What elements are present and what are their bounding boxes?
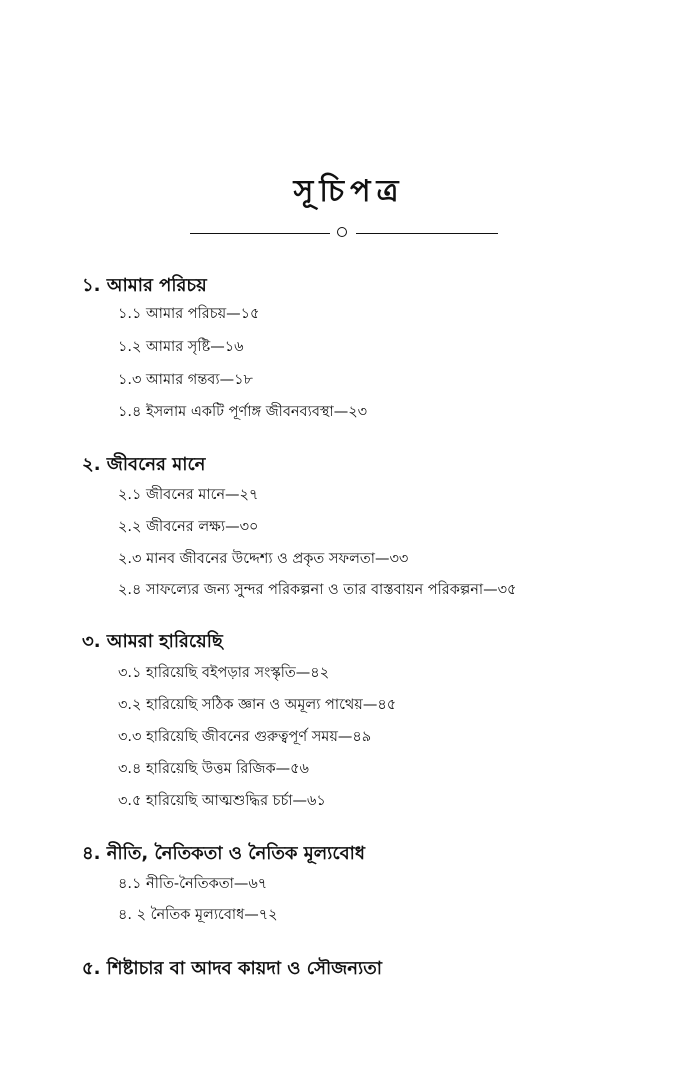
toc-entry-2-2: ২.২ জীবনের লক্ষ্য—৩০ xyxy=(118,519,259,535)
chapter-heading-3: ৩. আমরা হারিয়েছি xyxy=(82,631,223,652)
toc-entry-2-4: ২.৪ সাফল্যের জন্য সুন্দর পরিকল্পনা ও তার বাস্তবায়ন পরিকল্পনা—৩৫ xyxy=(118,582,517,598)
divider-line-left xyxy=(190,233,330,234)
toc-entry-1-1: ১.১ আমার পরিচয়—১৫ xyxy=(118,306,260,322)
toc-entry-4-1: ৪.১ নীতি-নৈতিকতা—৬৭ xyxy=(118,876,268,892)
toc-entry-3-2: ৩.২ হারিয়েছি সঠিক জ্ঞান ও অমূল্য পাথেয়—৪৫ xyxy=(118,697,397,713)
toc-entry-1-4: ১.৪ ইসলাম একটি পূর্ণাঙ্গ জীবনব্যবস্থা—২৩ xyxy=(118,404,368,420)
toc-entry-3-5: ৩.৫ হারিয়েছি আত্মশুদ্ধির চর্চা—৬১ xyxy=(118,793,326,809)
toc-entry-1-2: ১.২ আমার সৃষ্টি—১৬ xyxy=(118,339,244,355)
title-divider-ornament xyxy=(190,226,498,240)
toc-entry-3-3: ৩.৩ হারিয়েছি জীবনের গুরুত্বপূর্ণ সময়—৪৯ xyxy=(118,729,372,745)
chapter-heading-2: ২. জীবনের মানে xyxy=(82,454,206,475)
divider-line-right xyxy=(356,233,498,234)
toc-entry-1-3: ১.৩ আমার গন্তব্য—১৮ xyxy=(118,372,253,388)
toc-entry-3-4: ৩.৪ হারিয়েছি উত্তম রিজিক—৫৬ xyxy=(118,761,309,777)
toc-entry-2-3: ২.৩ মানব জীবনের উদ্দেশ্য ও প্রকৃত সফলতা—৩৩ xyxy=(118,551,409,567)
toc-entry-2-1: ২.১ জীবনের মানে—২৭ xyxy=(118,487,259,503)
chapter-heading-4: ৪. নীতি, নৈতিকতা ও নৈতিক মূল্যবোধ xyxy=(82,843,365,864)
toc-entry-3-1: ৩.১ হারিয়েছি বইপড়ার সংস্কৃতি—৪২ xyxy=(118,665,330,681)
page-title: সূচিপত্র xyxy=(293,174,405,209)
divider-circle-icon xyxy=(337,227,347,237)
chapter-heading-5: ৫. শিষ্টাচার বা আদব কায়দা ও সৌজন্যতা xyxy=(82,958,382,979)
toc-entry-4-2: ৪. ২ নৈতিক মূল্যবোধ—৭২ xyxy=(118,907,278,923)
chapter-heading-1: ১. আমার পরিচয় xyxy=(82,275,207,296)
